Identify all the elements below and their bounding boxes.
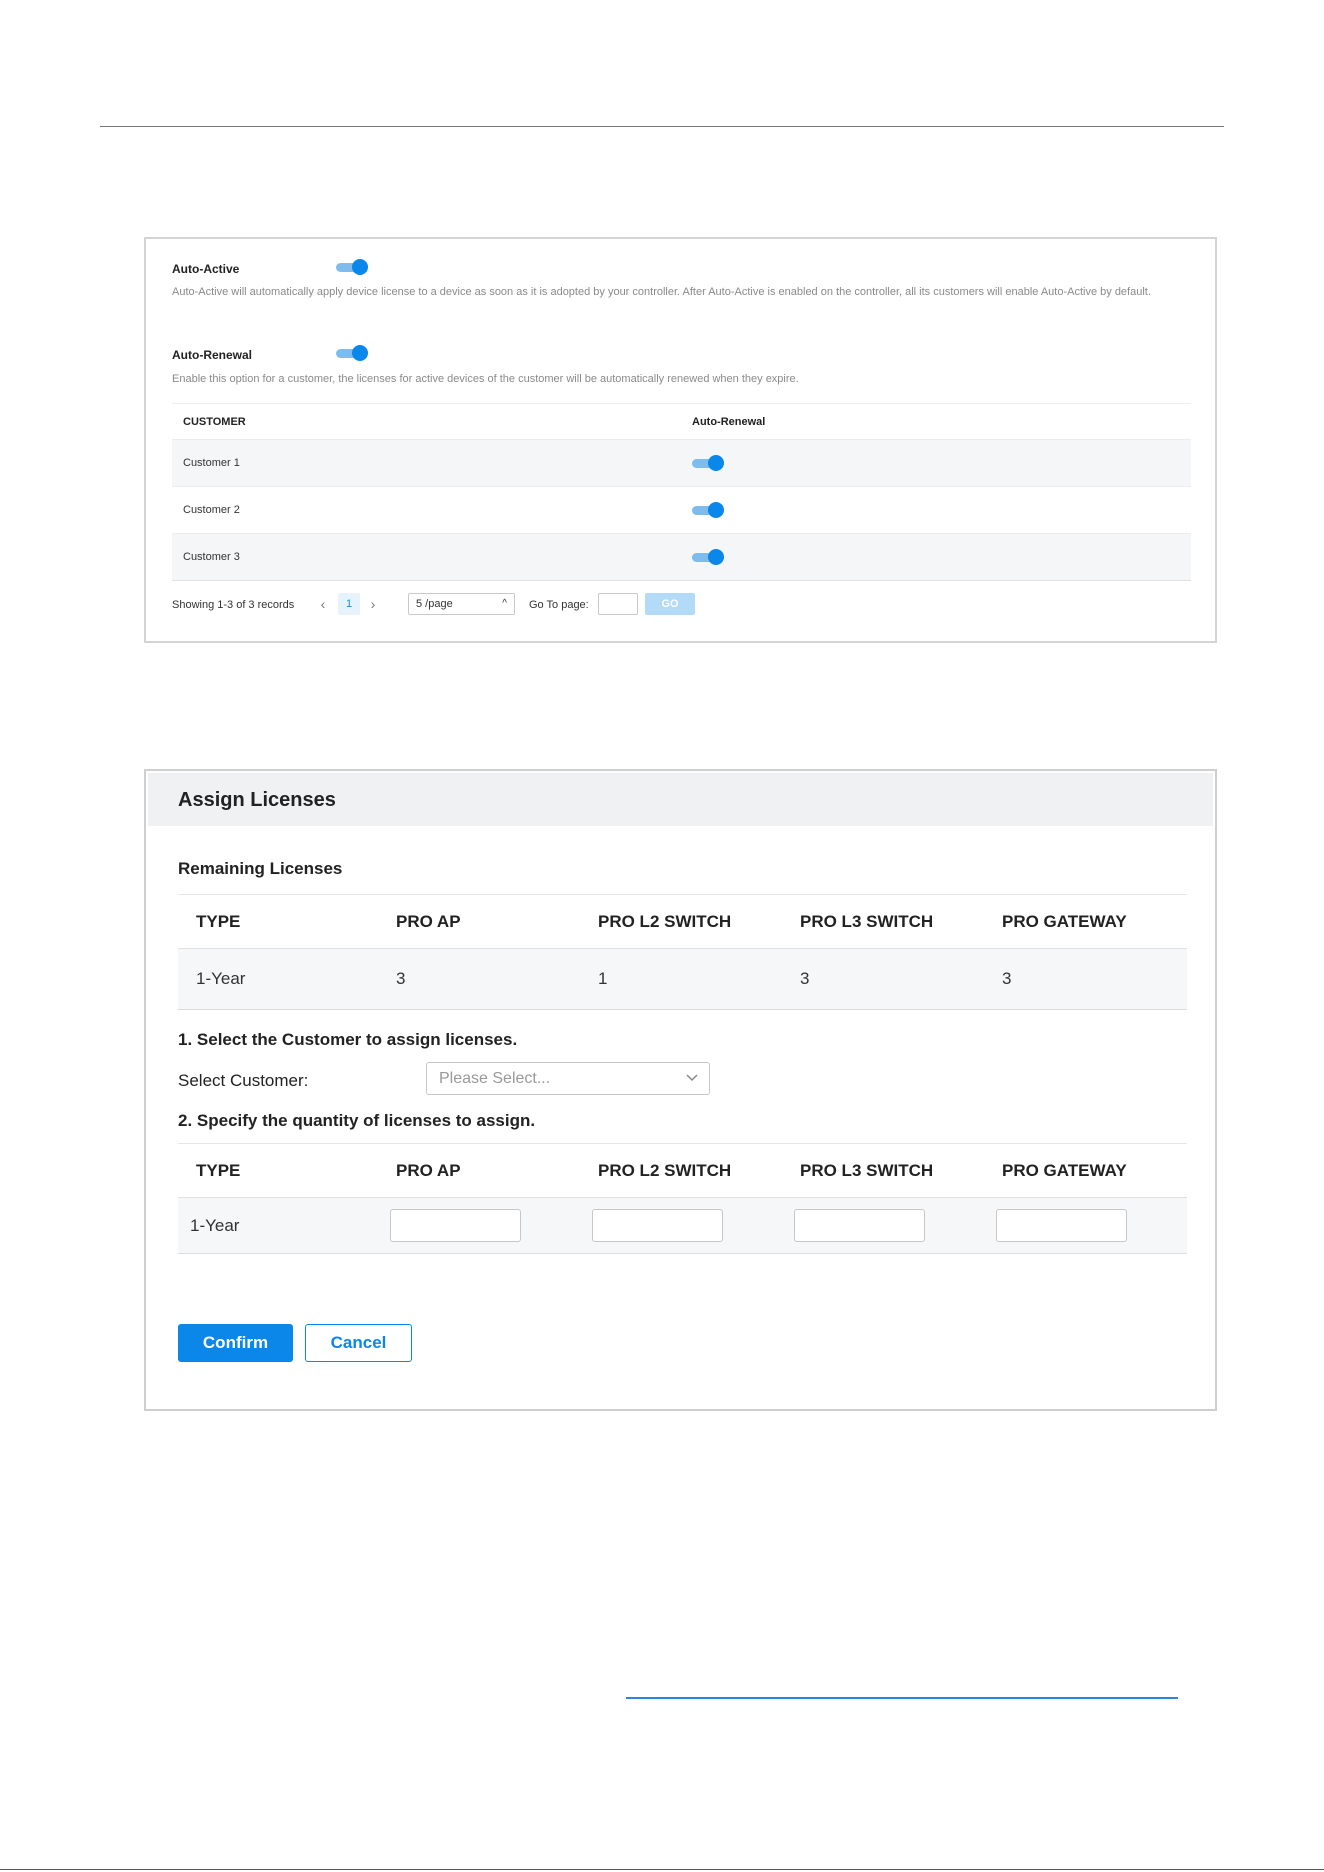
customer-auto-renewal-toggle[interactable]	[692, 549, 724, 565]
column-header-pro-gateway: PRO GATEWAY	[984, 1144, 1187, 1198]
column-header-pro-ap: PRO AP	[378, 895, 580, 949]
dialog-header	[148, 773, 1213, 826]
auto-renewal-description: Enable this option for a customer, the licenses for active devices of the customer will be automatically renewed when they expire.	[172, 373, 799, 385]
customer-auto-renewal-toggle[interactable]	[692, 502, 724, 518]
pagination-summary: Showing 1-3 of 3 records	[172, 599, 295, 611]
pro-ap-quantity-input[interactable]	[390, 1209, 521, 1242]
pro-ap-cell	[378, 1198, 580, 1254]
assign-licenses-dialog	[144, 769, 1217, 1411]
license-type: 1-Year	[178, 949, 378, 1010]
pro-gateway-count: 3	[984, 949, 1187, 1010]
column-header-pro-l2-switch: PRO L2 SWITCH	[580, 895, 782, 949]
customer-table	[172, 403, 1191, 581]
auto-renewal-cell	[681, 487, 1191, 534]
quantity-table	[178, 1143, 1187, 1254]
remaining-licenses-table	[178, 894, 1187, 1010]
customer-name: Customer 2	[172, 487, 681, 534]
column-header-pro-l3-switch: PRO L3 SWITCH	[782, 895, 984, 949]
toggle-knob	[352, 345, 368, 361]
auto-renewal-title: Auto-Renewal	[172, 348, 253, 362]
auto-active-title: Auto-Active	[172, 262, 240, 276]
column-header-type: TYPE	[178, 895, 378, 949]
pro-gateway-quantity-input[interactable]	[996, 1209, 1127, 1242]
license-type: 1-Year	[178, 1198, 378, 1254]
page-footer-rule	[0, 1869, 1324, 1870]
column-header-type: TYPE	[178, 1144, 378, 1198]
pagination	[172, 593, 772, 617]
pro-l2-switch-count: 1	[580, 949, 782, 1010]
confirm-button[interactable]: Confirm	[178, 1324, 293, 1362]
link-underline	[626, 1697, 1178, 1699]
table-row	[178, 1198, 1187, 1254]
goto-page-input[interactable]	[598, 593, 638, 615]
customer-name: Customer 3	[172, 534, 681, 581]
dialog-title: Assign Licenses	[178, 789, 336, 811]
chevron-down-icon	[685, 1070, 699, 1084]
toggle-knob	[708, 549, 724, 565]
column-header-pro-l2-switch: PRO L2 SWITCH	[580, 1144, 782, 1198]
auto-renewal-cell	[681, 440, 1191, 487]
column-header-pro-ap: PRO AP	[378, 1144, 580, 1198]
table-row	[172, 487, 1191, 534]
table-row	[178, 949, 1187, 1010]
table-row	[172, 440, 1191, 487]
toggle-knob	[708, 455, 724, 471]
auto-active-description: Auto-Active will automatically apply device license to a device as soon as it is adopted by your controller. After Auto-Active is enabled on the controller, all its customers will enable Auto-Active by default.	[172, 286, 1151, 298]
select-customer-placeholder: Please Select...	[439, 1070, 551, 1087]
prev-page-icon[interactable]: ‹	[320, 596, 326, 612]
go-button[interactable]: GO	[645, 593, 695, 615]
chevron-up-icon: ^	[502, 598, 507, 609]
column-header-pro-gateway: PRO GATEWAY	[984, 895, 1187, 949]
column-header-pro-l3-switch: PRO L3 SWITCH	[782, 1144, 984, 1198]
pro-l3-switch-cell	[782, 1198, 984, 1254]
page-size-select[interactable]	[408, 593, 515, 615]
auto-renewal-toggle[interactable]	[336, 345, 368, 361]
table-header-row	[178, 1144, 1187, 1198]
column-header-customer: CUSTOMER	[172, 404, 681, 440]
customer-name: Customer 1	[172, 440, 681, 487]
select-customer-dropdown[interactable]	[426, 1062, 710, 1095]
auto-renewal-cell	[681, 534, 1191, 581]
pro-l2-switch-cell	[580, 1198, 782, 1254]
select-customer-label: Select Customer:	[178, 1071, 309, 1090]
auto-settings-panel	[144, 237, 1217, 643]
pro-l2-switch-quantity-input[interactable]	[592, 1209, 723, 1242]
remaining-licenses-label: Remaining Licenses	[178, 859, 343, 878]
cancel-button[interactable]: Cancel	[305, 1324, 412, 1362]
auto-active-toggle[interactable]	[336, 259, 368, 275]
goto-page-label: Go To page:	[529, 599, 589, 611]
pro-l3-switch-count: 3	[782, 949, 984, 1010]
toggle-knob	[352, 259, 368, 275]
next-page-icon[interactable]: ›	[370, 596, 376, 612]
customer-auto-renewal-toggle[interactable]	[692, 455, 724, 471]
table-header-row	[178, 895, 1187, 949]
table-row	[172, 534, 1191, 581]
pro-l3-switch-quantity-input[interactable]	[794, 1209, 925, 1242]
page-header-rule	[100, 126, 1224, 127]
column-header-auto-renewal: Auto-Renewal	[681, 404, 1191, 440]
page-size-value: 5 /page	[416, 598, 453, 610]
page-number-button[interactable]: 1	[338, 593, 360, 615]
pro-gateway-cell	[984, 1198, 1187, 1254]
table-header-row	[172, 404, 1191, 440]
toggle-knob	[708, 502, 724, 518]
step-2-label: 2. Specify the quantity of licenses to assign.	[178, 1111, 536, 1130]
step-1-label: 1. Select the Customer to assign licenses.	[178, 1030, 518, 1049]
pro-ap-count: 3	[378, 949, 580, 1010]
